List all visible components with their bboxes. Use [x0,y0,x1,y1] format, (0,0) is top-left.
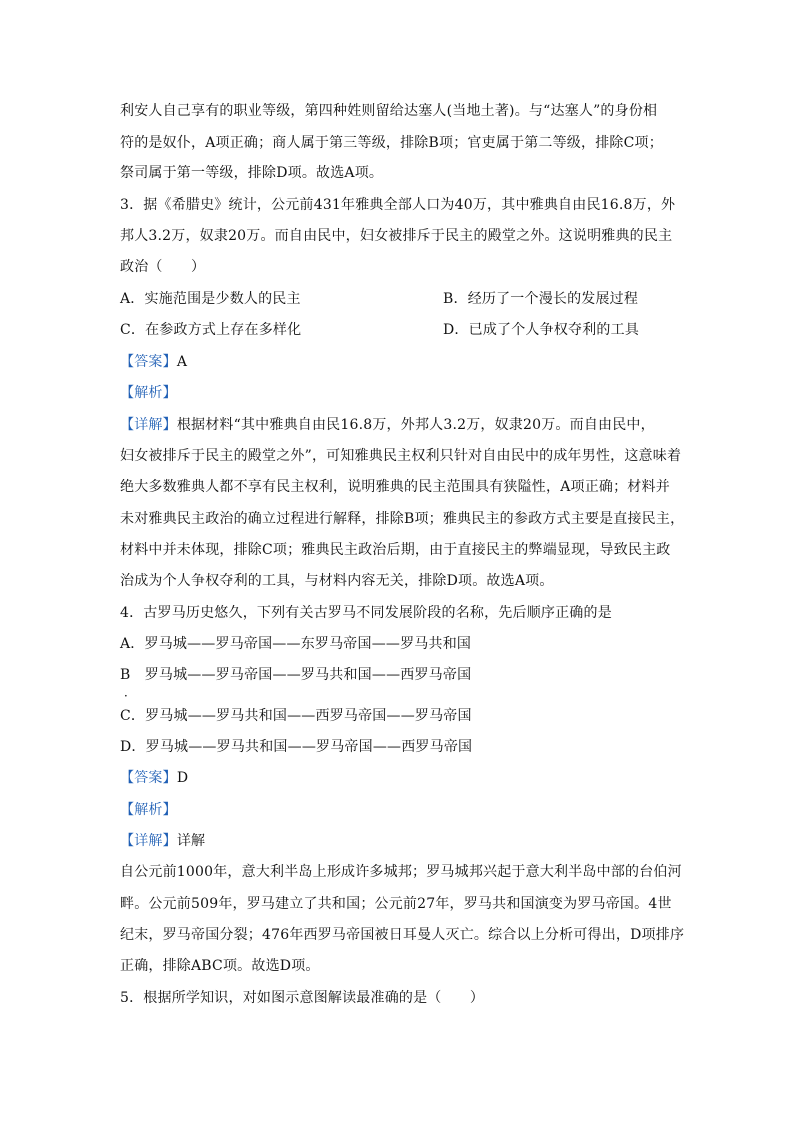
q3-analysis-tag [120,383,680,403]
detail-text: 根据材料“其中雅典自由民16.8万，外邦人3.2万，奴隶20万。而自由民中， [176,417,655,433]
q4-analysis-tag [120,800,680,820]
q4-option-a: A．罗马城——罗马帝国——东罗马帝国——罗马共和国 [120,636,472,652]
q4-option-b-dot: ． [124,685,137,699]
paragraph-line-2: 符的是奴仆，A项正确；商人属于第三等级，排除B项；官吏属于第二等级，排除C项； [120,135,663,151]
q3-detail-line-3: 绝大多数雅典人都不享有民主权利，说明雅典的民主范围具有狭隘性，A项正确；材料并 [120,479,670,495]
q3-option-c: C．在参政方式上存在多样化 [120,322,302,338]
detail-head-text: 详解 [176,833,206,849]
q4-answer-row [120,768,680,788]
q4-detail-line-3: 纪末，罗马帝国分裂；476年西罗马帝国被日耳曼人灭亡。综合以上分析可得出，D项排序 [120,927,685,943]
q3-option-b: B．经历了一个漫长的发展过程 [443,291,639,307]
q3-option-a: A．实施范围是少数人的民主 [120,291,301,307]
analysis-tag: 【解析】 [120,802,177,818]
q3-detail-line-5: 材料中并未体现，排除C项；雅典民主政治后期，由于直接民主的弊端显现，导致民主政 [120,542,671,558]
q3-detail-line-1 [120,415,680,435]
q3-option-d: D．已成了个人争权夺利的工具 [443,322,640,338]
answer-value: D [176,770,189,786]
answer-tag: 【答案】 [120,354,177,370]
q4-option-d: D．罗马城——罗马共和国——罗马帝国——西罗马帝国 [120,739,473,755]
q3-detail-line-2: 妇女被排斥于民主的殿堂之外”，可知雅典民主权利只针对自由民中的成年男性，这意味着 [120,448,682,464]
q4-detail-line-1: 自公元前1000年，意大利半岛上形成许多城邦；罗马城邦兴起于意大利半岛中部的台伯河 [120,864,682,880]
q4-detail-head [120,831,680,851]
answer-value: A [176,354,188,370]
analysis-tag: 【解析】 [120,385,177,401]
q4-option-c: C．罗马城——罗马共和国——西罗马帝国——罗马帝国 [120,708,472,724]
q3-answer-row [120,352,680,372]
q3-detail-line-4: 未对雅典民主政治的确立过程进行解释，排除B项；雅典民主的参政方式主要是直接民主， [120,511,685,527]
answer-tag: 【答案】 [120,770,177,786]
detail-tag: 【详解】 [120,833,177,849]
q4-detail-line-4: 正确，排除ABC项。故选D项。 [120,958,320,974]
q3-stem-line-2: 邦人3.2万，奴隶20万。而自由民中，妇女被排斥于民主的殿堂之外。这说明雅典的民主 [120,228,673,244]
q3-detail-line-6: 治成为个人争权夺利的工具，与材料内容无关，排除D项。故选A项。 [120,573,554,589]
q3-stem-line-1: 3．据《希腊史》统计，公元前431年雅典全部人口为40万，其中雅典自由民16.8万，外 [120,197,676,213]
q4-detail-line-2: 畔。公元前509年，罗马建立了共和国；公元前27年，罗马共和国演变为罗马帝国。4世 [120,896,672,912]
detail-tag: 【详解】 [120,417,177,433]
paragraph-line-1: 利安人自己享有的职业等级，第四种姓则留给达塞人(当地土著)。与“达塞人”的身份相 [120,103,658,119]
paragraph-line-3: 祭司属于第一等级，排除D项。故选A项。 [120,165,384,181]
q4-stem: 4．古罗马历史悠久，下列有关古罗马不同发展阶段的名称，先后顺序正确的是 [120,605,612,621]
q4-option-b: B 罗马城——罗马帝国——罗马共和国——西罗马帝国 [120,667,472,683]
q5-stem: 5．根据所学知识，对如图示意图解读最准确的是（ ） [120,990,485,1006]
q3-stem-line-3: 政治（ ） [120,259,206,275]
